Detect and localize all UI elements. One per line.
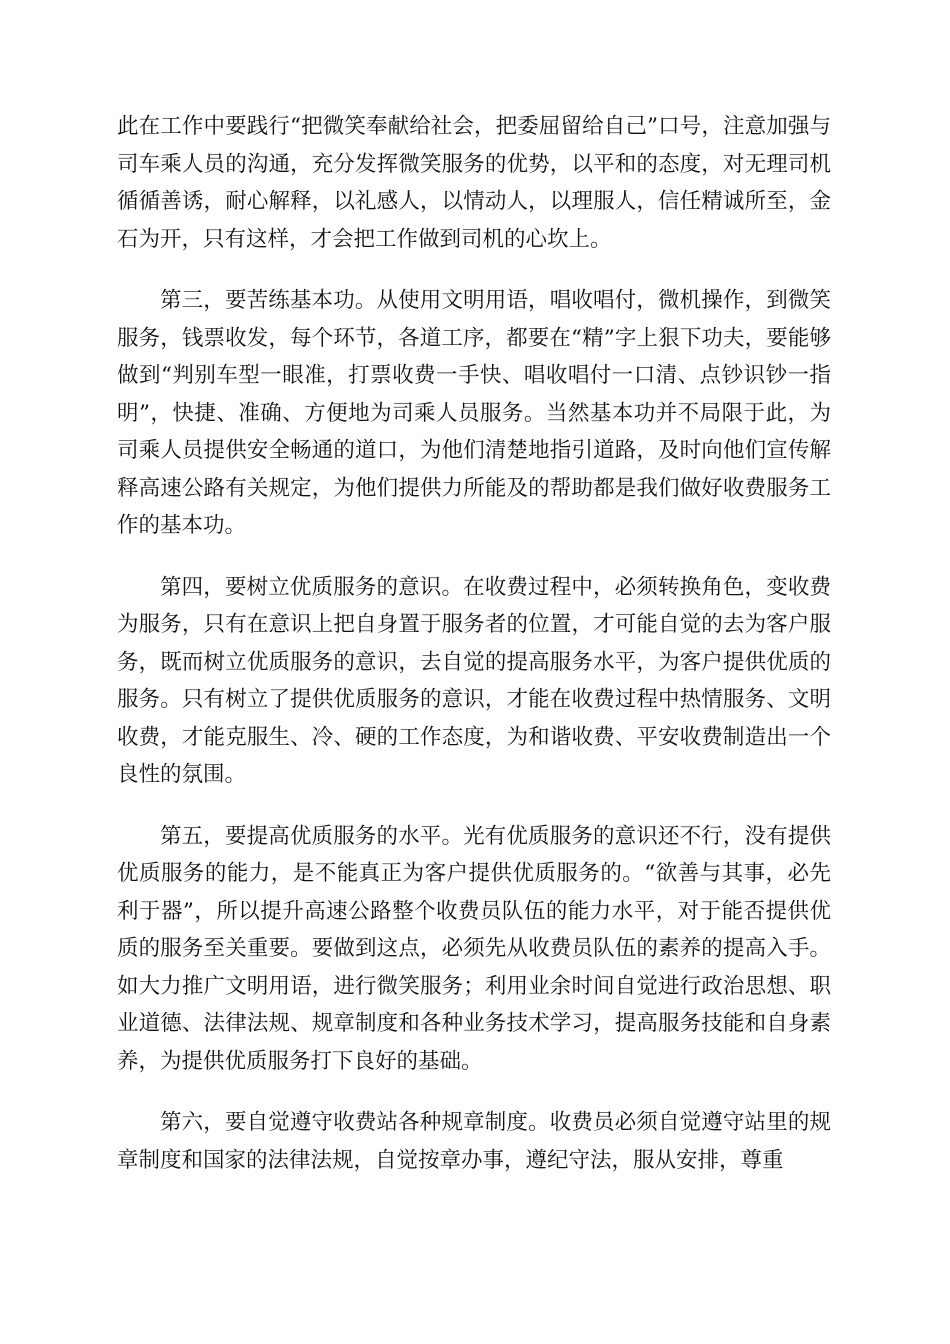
paragraph-sixth-point: 第六，要自觉遵守收费站各种规章制度。收费员必须自觉遵守站里的规章制度和国家的法律法规，自觉按章办事，遵纪守法，服从安排，尊重 <box>117 1110 831 1173</box>
paragraph-fourth-point: 第四，要树立优质服务的意识。在收费过程中，必须转换角色，变收费为服务，只有在意识上把自身置于服务者的位置，才可能自觉的去为客户服务，既而树立优质服务的意识，去自觉的提高服务水平，为客户提供优质的服务。只有树立了提供优质服务的意识，才能在收费过程中热情服务、文明收费，才能克服生、冷、硬的工作态度，为和谐收费、平安收费制造出一个良性的氛围。 <box>117 574 831 787</box>
paragraph-third-point: 第三，要苦练基本功。从使用文明用语，唱收唱付，微机操作，到微笑服务，钱票收发，每个环节，各道工序，都要在“精”字上狠下功夫，要能够做到“判别车型一眼准，打票收费一手快、唱收唱付一口清、点钞识钞一指明”，快捷、准确、方便地为司乘人员服务。当然基本功并不局限于此，为司乘人员提供安全畅通的道口，为他们清楚地指引道路，及时向他们宣传解释高速公路有关规定，为他们提供力所能及的帮助都是我们做好收费服务工作的基本功。 <box>117 288 831 538</box>
paragraph-fifth-point: 第五，要提高优质服务的水平。光有优质服务的意识还不行，没有提供优质服务的能力，是不能真正为客户提供优质服务的。“欲善与其事，必先利于器”，所以提升高速公路整个收费员队伍的能力水平，对于能否提供优质的服务至关重要。要做到这点，必须先从收费员队伍的素养的提高入手。如大力推广文明用语，进行微笑服务；利用业余时间自觉进行政治思想、职业道德、法律法规、规章制度和各种业务技术学习，提高服务技能和自身素养，为提供优质服务打下良好的基础。 <box>117 823 831 1074</box>
document-body <box>117 108 831 1203</box>
paragraph-continuation: 此在工作中要践行“把微笑奉献给社会，把委屈留给自己”口号，注意加强与司车乘人员的沟通，充分发挥微笑服务的优势，以平和的态度，对无理司机循循善诱，耐心解释，以礼感人，以情动人，以理服人，信任精诚所至，金石为开，只有这样，才会把工作做到司机的心坎上。 <box>117 114 831 252</box>
